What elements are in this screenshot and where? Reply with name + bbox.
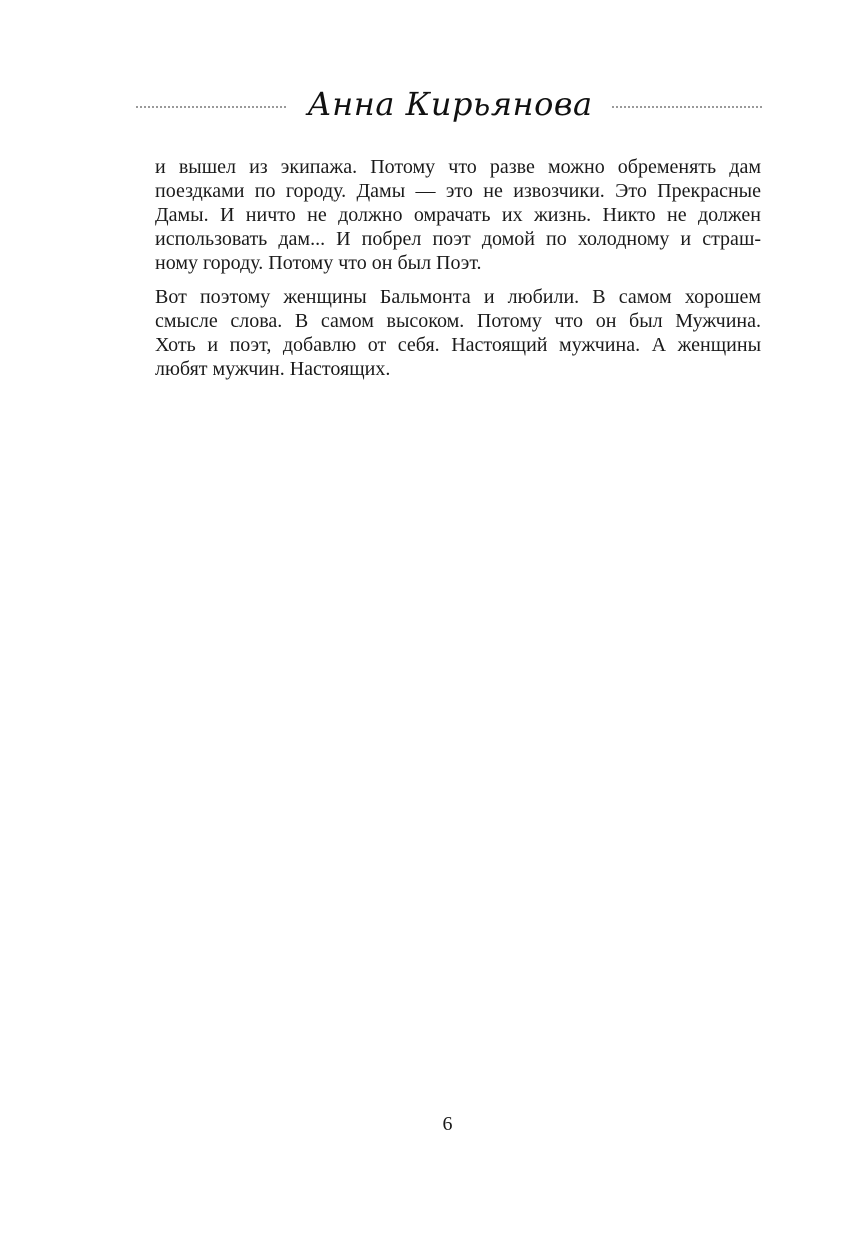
paragraph-2 [155, 285, 761, 381]
running-head [0, 84, 845, 134]
text-line: поездками по городу. Дамы — это не извозчики. Это Прекрасные [155, 180, 761, 202]
text-line: ному городу. Потому что он был Поэт. [155, 252, 482, 274]
header-author-name: Анна Кирьянова [307, 85, 593, 123]
text-line: смысле слова. В самом высоком. Потому что он был Мужчина. [155, 310, 761, 332]
header-dotted-rule-left [136, 106, 286, 108]
body-text [155, 155, 761, 391]
text-line: Дамы. И ничто не должно омрачать их жизнь. Никто не должен [155, 204, 761, 226]
header-dotted-rule-right [612, 106, 762, 108]
text-line: Вот поэтому женщины Бальмонта и любили. В самом хорошем [155, 286, 761, 308]
text-line: и вышел из экипажа. Потому что разве можно обременять дам [155, 156, 761, 178]
text-line: Хоть и поэт, добавлю от себя. Настоящий мужчина. А женщины [155, 334, 761, 356]
paragraph-1 [155, 155, 761, 275]
page-number: 6 [442, 1113, 453, 1135]
text-line: использовать дам... И побрел поэт домой по холодному и страш- [155, 228, 761, 250]
text-line: любят мужчин. Настоящих. [155, 358, 391, 380]
